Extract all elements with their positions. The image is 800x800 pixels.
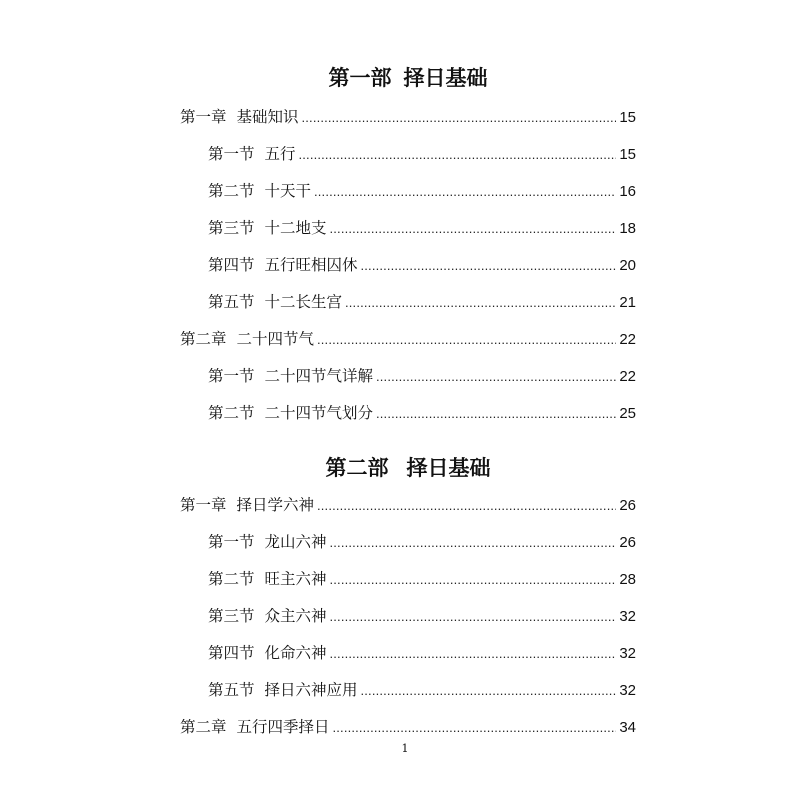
entry-label: 第五节 <box>208 681 255 699</box>
entry-title: 龙山六神 <box>264 533 327 551</box>
entry-label: 第二节 <box>208 182 255 200</box>
entry-label: 第二章 <box>180 718 227 736</box>
entry-title: 二十四节气详解 <box>264 367 374 385</box>
entry-page: 21 <box>619 294 636 311</box>
entry-title: 化命六神 <box>264 644 327 662</box>
page-number: 1 <box>401 742 409 755</box>
dot-leader <box>317 487 616 524</box>
entry-label: 第一节 <box>208 533 255 551</box>
entry-label: 第一节 <box>208 145 255 163</box>
entry-label: 第一章 <box>180 496 227 514</box>
entry-title: 十二长生宫 <box>264 293 343 311</box>
entry-label: 第一节 <box>208 367 255 385</box>
entry-page: 16 <box>619 183 636 200</box>
dot-leader <box>302 99 616 136</box>
toc-section-entry <box>208 210 636 247</box>
entry-page: 34 <box>619 719 636 736</box>
dot-leader <box>299 136 616 173</box>
dot-leader <box>376 358 616 395</box>
dot-leader <box>317 321 616 358</box>
toc-section-entry <box>208 598 636 635</box>
toc-list <box>0 487 800 746</box>
entry-title: 旺主六神 <box>264 570 327 588</box>
entry-page: 32 <box>619 608 636 625</box>
entry-page: 25 <box>619 405 636 422</box>
entry-label: 第一章 <box>180 108 227 126</box>
entry-title: 十天干 <box>264 182 312 200</box>
part-heading <box>180 59 636 97</box>
toc-chapter-entry <box>180 321 636 358</box>
dot-leader <box>330 210 616 247</box>
entry-page: 26 <box>619 534 636 551</box>
dot-leader <box>333 709 616 746</box>
dot-leader <box>314 173 616 210</box>
entry-title: 二十四节气 <box>236 330 315 348</box>
entry-title: 五行旺相囚休 <box>264 256 358 274</box>
toc-section-entry <box>208 561 636 598</box>
entry-title: 五行四季择日 <box>236 718 330 736</box>
dot-leader <box>330 635 616 672</box>
toc-section-entry <box>208 635 636 672</box>
entry-title: 择日六神应用 <box>264 681 358 699</box>
entry-title: 十二地支 <box>264 219 327 237</box>
entry-title: 择日学六神 <box>236 496 315 514</box>
entry-title: 五行 <box>264 145 296 163</box>
entry-page: 32 <box>619 645 636 662</box>
entry-label: 第二节 <box>208 404 255 422</box>
entry-page: 15 <box>619 146 636 163</box>
entry-label: 第四节 <box>208 644 255 662</box>
entry-title: 二十四节气划分 <box>264 404 374 422</box>
entry-label: 第三节 <box>208 219 255 237</box>
dot-leader <box>330 524 616 561</box>
entry-label: 第四节 <box>208 256 255 274</box>
entry-page: 28 <box>619 571 636 588</box>
entry-label: 第五节 <box>208 293 255 311</box>
part-number: 第一部 <box>328 65 392 90</box>
dot-leader <box>361 672 616 709</box>
dot-leader <box>361 247 616 284</box>
dot-leader <box>330 561 616 598</box>
entry-label: 第三节 <box>208 607 255 625</box>
entry-page: 18 <box>619 220 636 237</box>
toc-section-entry <box>208 358 636 395</box>
entry-title: 基础知识 <box>236 108 299 126</box>
entry-page: 15 <box>619 109 636 126</box>
toc-section-entry <box>208 395 636 432</box>
entry-page: 32 <box>619 682 636 699</box>
entry-label: 第二节 <box>208 570 255 588</box>
entry-label: 第二章 <box>180 330 227 348</box>
dot-leader <box>345 284 616 321</box>
part-title: 择日基础 <box>406 455 491 480</box>
toc-list <box>0 99 800 432</box>
toc-section-entry <box>208 136 636 173</box>
dot-leader <box>376 395 616 432</box>
entry-page: 20 <box>619 257 636 274</box>
entry-page: 26 <box>619 497 636 514</box>
toc-chapter-entry <box>180 99 636 136</box>
toc-chapter-entry <box>180 487 636 524</box>
toc-section-entry <box>208 672 636 709</box>
entry-page: 22 <box>619 331 636 348</box>
toc-chapter-entry <box>180 709 636 746</box>
part-heading <box>180 449 636 487</box>
toc-section-entry <box>208 173 636 210</box>
toc-section-entry <box>208 524 636 561</box>
part-number: 第二部 <box>325 455 389 480</box>
toc-section-entry <box>208 284 636 321</box>
entry-title: 众主六神 <box>264 607 327 625</box>
part-title: 择日基础 <box>403 65 488 90</box>
dot-leader <box>330 598 616 635</box>
toc-section-entry <box>208 247 636 284</box>
entry-page: 22 <box>619 368 636 385</box>
